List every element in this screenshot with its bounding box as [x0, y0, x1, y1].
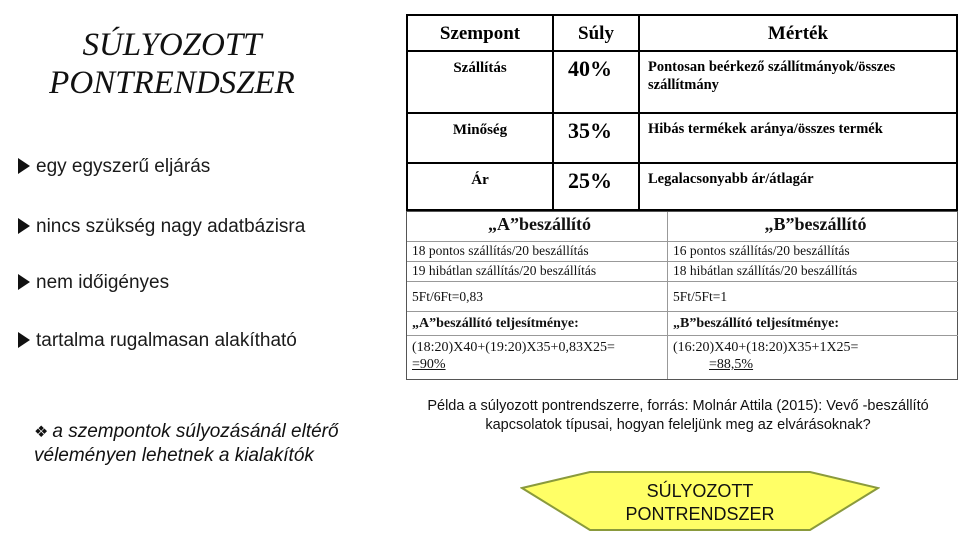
- bullet-item: nem időigényes: [18, 272, 169, 294]
- measure-cell: Hibás termékek aránya/összes termék: [640, 114, 956, 164]
- bullet-item: nincs szükség nagy adatbázisra: [18, 216, 305, 238]
- supplier-b-performance-label: „B”beszállító teljesítménye:: [668, 312, 958, 336]
- supplier-a-performance-label: „A”beszállító teljesítménye:: [407, 312, 668, 336]
- arrow-label: SÚLYOZOTT PONTRENDSZER: [625, 481, 775, 524]
- arrow-bullet-icon: [18, 274, 30, 290]
- diamond-bullet-icon: ❖: [34, 424, 49, 441]
- arrow-bullet-icon: [18, 158, 30, 174]
- weights-table: [406, 14, 958, 211]
- supplier-b-cell: 5Ft/5Ft=1: [668, 282, 958, 312]
- slide-title: [22, 26, 322, 102]
- measure-cell: Pontosan beérkező szállítmányok/összes szállítmány: [640, 52, 956, 114]
- header-measure: Mérték: [640, 16, 956, 52]
- header-criterion: Szempont: [408, 16, 554, 52]
- supplier-a-formula: (18:20)X40+(19:20)X35+0,83X25= =90%: [407, 336, 668, 379]
- supplier-a-cell: 5Ft/6Ft=0,83: [407, 282, 668, 312]
- weight-cell: 40%: [554, 52, 640, 114]
- header-weight: Súly: [554, 16, 640, 52]
- supplier-b-header: „B”beszállító: [668, 212, 958, 242]
- slide-title-line2: PONTRENDSZER: [49, 65, 295, 101]
- supplier-a-header: „A”beszállító: [407, 212, 668, 242]
- arrow-bullet-icon: [18, 332, 30, 348]
- criterion-cell: Minőség: [408, 114, 554, 164]
- bullet-item: tartalma rugalmasan alakítható: [18, 330, 297, 352]
- example-table-image: [406, 14, 958, 380]
- supplier-b-cell: 16 pontos szállítás/20 beszállítás: [668, 242, 958, 262]
- criterion-cell: Ár: [408, 164, 554, 209]
- weighting-note: ❖ a szempontok súlyozásánál eltérő véleményen lehetnek a kialakítók: [34, 421, 339, 466]
- bullet-item: egy egyszerű eljárás: [18, 156, 210, 178]
- criterion-cell: Szállítás: [408, 52, 554, 114]
- arrow-bullet-icon: [18, 218, 30, 234]
- weight-cell: 35%: [554, 114, 640, 164]
- supplier-table: [406, 211, 958, 380]
- supplier-a-cell: 19 hibátlan szállítás/20 beszállítás: [407, 262, 668, 282]
- supplier-b-formula: (16:20)X40+(18:20)X35+1X25= =88,5%: [673, 340, 859, 372]
- supplier-a-cell: 18 pontos szállítás/20 beszállítás: [407, 242, 668, 262]
- slide-title-line1: SÚLYOZOTT: [82, 27, 262, 63]
- measure-cell: Legalacsonyabb ár/átlagár: [648, 171, 814, 187]
- table-caption: Példa a súlyozott pontrendszerre, forrás: Molnár Attila (2015): Vevő -beszállító kapcsolatok típusai, hogyan feleljünk meg az elvárásoknak?: [427, 398, 929, 433]
- supplier-b-cell: 18 hibátlan szállítás/20 beszállítás: [668, 262, 958, 282]
- weight-cell: 25%: [554, 164, 640, 209]
